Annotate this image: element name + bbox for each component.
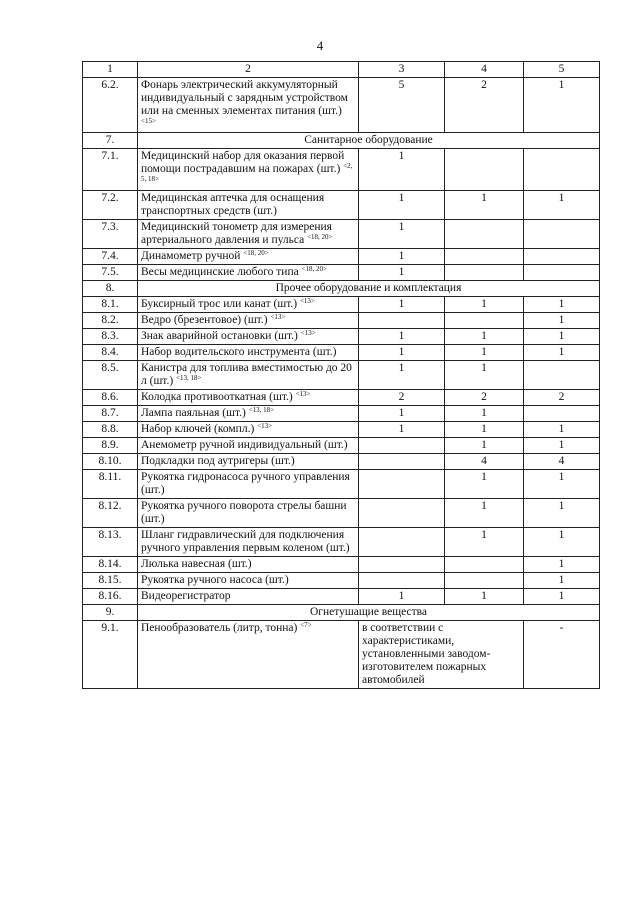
item-name: Набор ключей (компл.) [141, 423, 255, 435]
table-row [83, 422, 600, 438]
footnote-ref: <18, 20> [301, 265, 327, 273]
item-number: 8.13. [83, 528, 138, 557]
section-title: Прочее оборудование и комплектация [138, 281, 600, 297]
quantity-col5: 1 [524, 297, 600, 313]
item-name-cell [138, 78, 359, 133]
item-name-cell [138, 528, 359, 557]
quantity-col4 [445, 220, 524, 249]
quantity-col4 [445, 149, 524, 191]
quantity-col5: - [524, 621, 600, 689]
quantity-col5 [524, 220, 600, 249]
table-row [83, 470, 600, 499]
item-name: Люлька навесная (шт.) [141, 558, 252, 570]
quantity-col4: 1 [445, 528, 524, 557]
quantity-col4: 1 [445, 297, 524, 313]
item-name-cell [138, 390, 359, 406]
footnote-ref: <13> [299, 297, 315, 305]
section-title: Санитарное оборудование [138, 133, 600, 149]
item-name: Фонарь электрический аккумуляторный индивидуальный с зарядным устройством или на сменных элементах питания (шт.) [141, 79, 348, 117]
item-number: 8.9. [83, 438, 138, 454]
header-cell: 1 [83, 62, 138, 78]
table-row [83, 390, 600, 406]
item-number: 8.10. [83, 454, 138, 470]
quantity-col5: 1 [524, 345, 600, 361]
table-row [83, 406, 600, 422]
quantity-col5: 1 [524, 191, 600, 220]
item-name-cell [138, 557, 359, 573]
quantity-col4 [445, 265, 524, 281]
table-row [83, 149, 600, 191]
item-number: 7.3. [83, 220, 138, 249]
table-row [83, 438, 600, 454]
quantity-col4: 1 [445, 422, 524, 438]
quantity-col5: 1 [524, 499, 600, 528]
quantity-col3: 1 [359, 265, 445, 281]
item-number: 8.3. [83, 329, 138, 345]
quantity-col5 [524, 149, 600, 191]
item-name: Лампа паяльная (шт.) [141, 407, 246, 419]
footnote-ref: <2, 5, 18> [141, 162, 353, 183]
item-name: Медицинская аптечка для оснащения транспортных средств (шт.) [141, 192, 325, 217]
quantity-col3 [359, 313, 445, 329]
section-title: Огнетушащие вещества [138, 605, 600, 621]
header-row [83, 62, 600, 78]
quantity-col3: 1 [359, 191, 445, 220]
quantity-col3: 5 [359, 78, 445, 133]
footnote-ref: <13> [300, 329, 316, 337]
item-number: 8.5. [83, 361, 138, 390]
table-row [83, 78, 600, 133]
item-name-cell [138, 454, 359, 470]
item-name: Набор водительского инструмента (шт.) [141, 346, 337, 358]
item-name: Видеорегистратор [141, 590, 231, 602]
footnote-ref: <7> [300, 621, 312, 629]
item-name: Буксирный трос или канат (шт.) [141, 298, 298, 310]
page-number: 4 [316, 38, 324, 53]
item-number: 8.6. [83, 390, 138, 406]
quantity-col3: 1 [359, 297, 445, 313]
quantity-col5 [524, 265, 600, 281]
section-row [83, 605, 600, 621]
quantity-col4: 2 [445, 390, 524, 406]
quantity-col4: 1 [445, 361, 524, 390]
quantity-col3: 1 [359, 361, 445, 390]
footnote-ref: <13, 18> [248, 406, 275, 414]
quantity-col3: 1 [359, 249, 445, 265]
footnote-ref: <13> [270, 313, 286, 321]
item-name: Медицинский тонометр для измерения артериального давления и пульса [141, 221, 332, 246]
quantity-col3 [359, 454, 445, 470]
item-name-cell [138, 329, 359, 345]
item-name-cell [138, 422, 359, 438]
quantity-col4: 1 [445, 499, 524, 528]
item-number: 8.1. [83, 297, 138, 313]
section-number: 8. [83, 281, 138, 297]
item-name: Канистра для топлива вместимостью до 20 л (шт.) [141, 362, 352, 387]
footnote-ref: <15> [141, 117, 156, 125]
footnote-ref: <13, 18> [176, 374, 202, 382]
quantity-col4 [445, 557, 524, 573]
item-name-cell [138, 249, 359, 265]
quantity-col5: 2 [524, 390, 600, 406]
item-name: Знак аварийной остановки (шт.) [141, 330, 298, 342]
item-number: 9.1. [83, 621, 138, 689]
quantity-col5: 1 [524, 313, 600, 329]
item-name-cell [138, 406, 359, 422]
table-row [83, 345, 600, 361]
section-row [83, 281, 600, 297]
item-number: 8.14. [83, 557, 138, 573]
quantity-col4: 1 [445, 406, 524, 422]
quantity-col3 [359, 528, 445, 557]
quantity-col3: 1 [359, 329, 445, 345]
item-name: Шланг гидравлический для подключения ручного управления первым коленом (шт.) [141, 529, 350, 554]
item-number: 8.12. [83, 499, 138, 528]
table-row [83, 573, 600, 589]
quantity-col3: 1 [359, 220, 445, 249]
item-name: Рукоятка ручного поворота стрелы башни (шт.) [141, 500, 347, 525]
quantity-col5: 1 [524, 438, 600, 454]
table-row [83, 220, 600, 249]
quantity-col4: 1 [445, 329, 524, 345]
quantity-col5 [524, 406, 600, 422]
table-row [83, 528, 600, 557]
footnote-ref: <18, 20> [307, 233, 333, 241]
item-number: 8.15. [83, 573, 138, 589]
item-name: Пенообразователь (литр, тонна) [141, 622, 298, 634]
item-name: Динамометр ручной [141, 250, 241, 262]
footnote-ref: <13> [295, 390, 311, 398]
item-name-cell [138, 297, 359, 313]
item-name: Весы медицинские любого типа [141, 266, 299, 278]
quantity-col5: 1 [524, 589, 600, 605]
item-name: Подкладки под аутригеры (шт.) [141, 455, 295, 467]
header-cell: 3 [359, 62, 445, 78]
footnote-ref: <13> [257, 422, 273, 430]
quantity-col3 [359, 499, 445, 528]
quantity-col5: 4 [524, 454, 600, 470]
quantity-col5: 1 [524, 470, 600, 499]
quantity-col4: 1 [445, 470, 524, 499]
quantity-col4: 1 [445, 589, 524, 605]
item-name-cell [138, 149, 359, 191]
quantity-col3: 1 [359, 422, 445, 438]
quantity-col4: 1 [445, 345, 524, 361]
quantity-col5: 1 [524, 78, 600, 133]
quantity-col3 [359, 557, 445, 573]
table-row [83, 313, 600, 329]
item-name-cell [138, 361, 359, 390]
item-number: 8.16. [83, 589, 138, 605]
table-row [83, 265, 600, 281]
item-name-cell [138, 313, 359, 329]
header-cell: 5 [524, 62, 600, 78]
table-row [83, 557, 600, 573]
item-name-cell [138, 589, 359, 605]
table-row [83, 297, 600, 313]
quantity-col5 [524, 249, 600, 265]
quantity-col5: 1 [524, 528, 600, 557]
equipment-table [82, 61, 600, 689]
item-name: Рукоятка гидронасоса ручного управления (шт.) [141, 471, 350, 496]
quantity-col5: 1 [524, 573, 600, 589]
item-number: 8.7. [83, 406, 138, 422]
item-name-cell [138, 438, 359, 454]
quantity-col4: 1 [445, 191, 524, 220]
quantity-col4 [445, 573, 524, 589]
item-name-cell [138, 191, 359, 220]
quantity-col3: 1 [359, 589, 445, 605]
table-row [83, 621, 600, 689]
section-row [83, 133, 600, 149]
quantity-col3 [359, 573, 445, 589]
quantity-col4 [445, 249, 524, 265]
item-name-cell [138, 345, 359, 361]
quantity-col3 [359, 470, 445, 499]
table-row [83, 499, 600, 528]
quantity-col3: 1 [359, 345, 445, 361]
table-row [83, 329, 600, 345]
header-cell: 2 [138, 62, 359, 78]
quantity-col4: 1 [445, 438, 524, 454]
table-body [83, 62, 600, 689]
item-name: Анемометр ручной индивидуальный (шт.) [141, 439, 348, 451]
quantity-col3 [359, 438, 445, 454]
item-name-cell [138, 470, 359, 499]
quantity-col5: 1 [524, 422, 600, 438]
item-number: 8.4. [83, 345, 138, 361]
section-number: 7. [83, 133, 138, 149]
quantity-col5 [524, 361, 600, 390]
table-row [83, 191, 600, 220]
footnote-ref: <18, 20> [243, 249, 269, 257]
item-name-cell [138, 499, 359, 528]
item-number: 8.2. [83, 313, 138, 329]
item-name: Рукоятка ручного насоса (шт.) [141, 574, 289, 586]
item-name: Колодка противооткатная (шт.) [141, 391, 293, 403]
quantity-col5: 1 [524, 329, 600, 345]
item-name-cell [138, 621, 359, 689]
item-number: 7.5. [83, 265, 138, 281]
item-name: Ведро (брезентовое) (шт.) [141, 314, 268, 326]
table-row [83, 454, 600, 470]
item-name: Медицинский набор для оказания первой помощи пострадавшим на пожарах (шт.) [141, 150, 345, 175]
item-number: 8.8. [83, 422, 138, 438]
item-number: 7.4. [83, 249, 138, 265]
table-row [83, 589, 600, 605]
quantity-col3: 1 [359, 149, 445, 191]
quantity-col4 [445, 313, 524, 329]
quantity-col4: 4 [445, 454, 524, 470]
table-row [83, 361, 600, 390]
quantity-col3: 2 [359, 390, 445, 406]
section-number: 9. [83, 605, 138, 621]
table-row [83, 249, 600, 265]
item-name-cell [138, 573, 359, 589]
item-number: 6.2. [83, 78, 138, 133]
item-number: 7.2. [83, 191, 138, 220]
quantity-col3: 1 [359, 406, 445, 422]
merged-spec-cell: в соответствии с характеристиками, установленными заводом-изготовителем пожарных автомобилей [359, 621, 524, 689]
item-name-cell [138, 220, 359, 249]
quantity-col5: 1 [524, 557, 600, 573]
item-number: 8.11. [83, 470, 138, 499]
header-cell: 4 [445, 62, 524, 78]
item-number: 7.1. [83, 149, 138, 191]
quantity-col4: 2 [445, 78, 524, 133]
item-name-cell [138, 265, 359, 281]
